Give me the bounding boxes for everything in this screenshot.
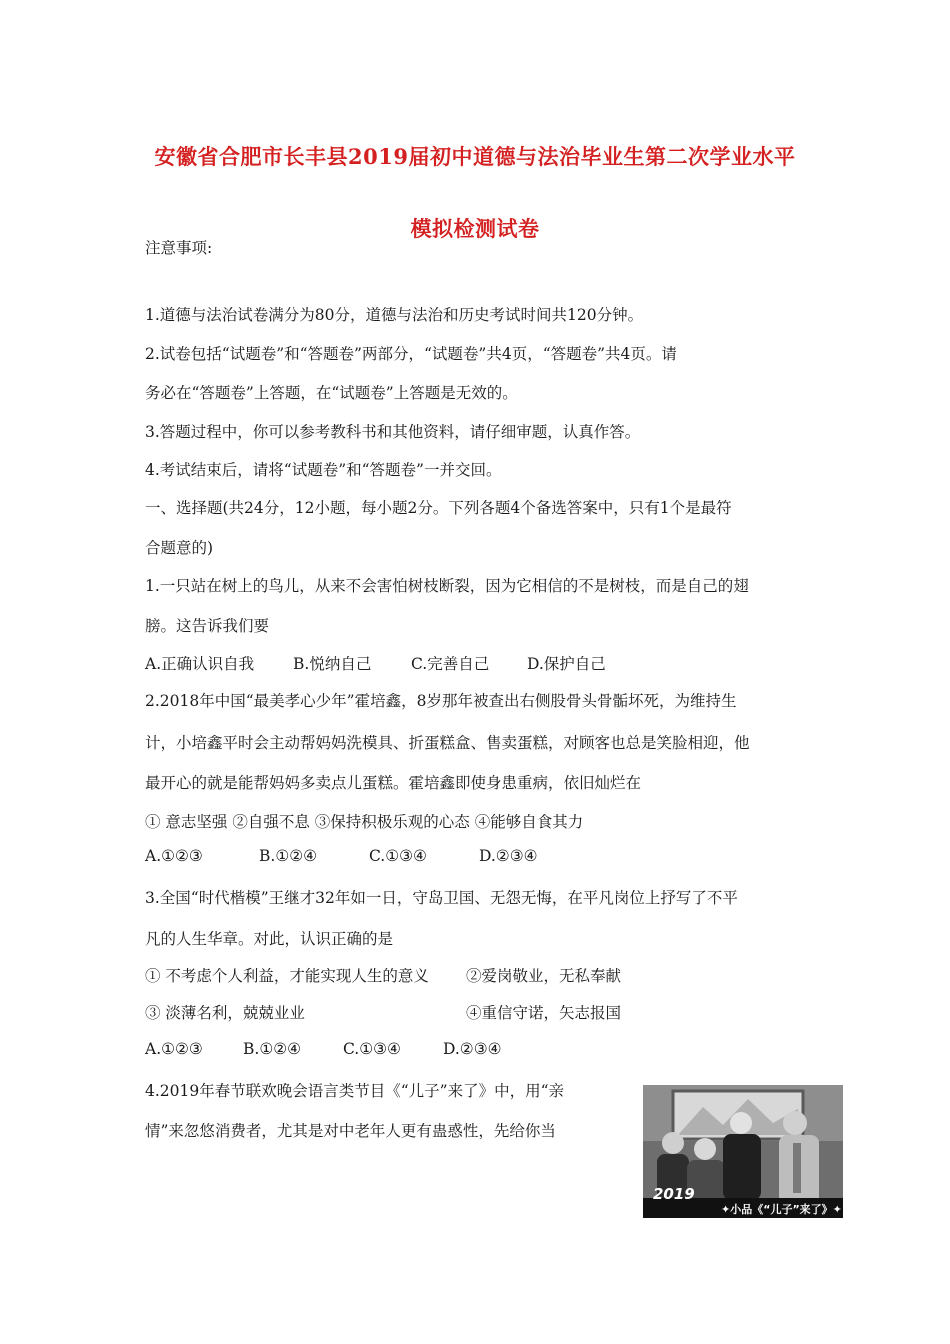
photo-year-logo: 2019: [653, 1185, 695, 1203]
question-3-option-b: B.①②④: [243, 1040, 302, 1058]
document-title-line1: 安徽省合肥市长丰县2019届初中道德与法治毕业生第二次学业水平: [154, 144, 796, 169]
question-1-option-c: C.完善自己: [411, 655, 490, 673]
notice-item-4: 4.考试结束后，请将“试题卷”和“答题卷”一并交回。: [145, 461, 502, 479]
question-1-stem: 1.一只站在树上的鸟儿，从来不会害怕树枝断裂，因为它相信的不是树枝，而是自己的翅: [145, 577, 749, 595]
notice-item-2-cont: 务必在“答题卷”上答题，在“试题卷”上答题是无效的。: [145, 384, 518, 402]
question-2-option-d: D.②③④: [479, 847, 538, 865]
question-2-statements: ① 意志坚强 ②自强不息 ③保持积极乐观的心态 ④能够自食其力: [145, 813, 584, 831]
question-4-stem: 4.2019年春节联欢晚会语言类节目《“儿子”来了》中，用“亲: [145, 1082, 565, 1100]
notice-heading: 注意事项:: [145, 239, 213, 257]
question-3-option-c: C.①③④: [343, 1040, 401, 1058]
question-2-option-c: C.①③④: [369, 847, 427, 865]
notice-item-2: 2.试卷包括“试题卷”和“答题卷”两部分，“试题卷”共4页，“答题卷”共4页。请: [145, 345, 677, 363]
skit-photo: [643, 1085, 843, 1218]
question-4-stem-cont: 情”来忽悠消费者，尤其是对中老年人更有蛊惑性，先给你当: [145, 1122, 556, 1140]
document-title-line2: 模拟检测试卷: [410, 216, 540, 241]
question-3-stem: 3.全国“时代楷模”王继才32年如一日，守岛卫国、无怨无悔，在平凡岗位上抒写了不平: [145, 889, 738, 907]
question-2-stem-cont-2: 最开心的就是能帮妈妈多卖点儿蛋糕。霍培鑫即使身患重病，依旧灿烂在: [145, 774, 642, 792]
question-2-options: [145, 847, 538, 865]
notice-item-3: 3.答题过程中，你可以参考教科书和其他资料，请仔细审题，认真作答。: [145, 423, 641, 441]
question-2-stem: 2.2018年中国“最美孝心少年”霍培鑫，8岁那年被查出右侧股骨头骨骺坏死，为维持生: [145, 692, 737, 710]
question-1-options: [145, 652, 606, 674]
notice-item-1: 1.道德与法治试卷满分为80分，道德与法治和历史考试时间共120分钟。: [145, 306, 644, 324]
section-heading-cont: 合题意的): [145, 539, 214, 557]
question-1-stem-cont: 膀。这告诉我们要: [145, 617, 270, 635]
question-3-statement-2: ②爱岗敬业，无私奉献: [466, 967, 622, 985]
question-2-option-a: A.①②③: [145, 847, 203, 865]
photo-caption: ✦小品《“儿子”来了》✦: [721, 1203, 842, 1216]
question-3-statement-1: ① 不考虑个人利益，才能实现人生的意义: [145, 967, 429, 985]
question-3-statement-4: ④重信守诺，矢志报国: [466, 1004, 622, 1022]
question-3-option-d: D.②③④: [443, 1040, 502, 1058]
section-heading: 一、选择题(共24分，12小题，每小题2分。下列各题4个备选答案中，只有1个是最符: [145, 499, 732, 517]
question-2-option-b: B.①②④: [259, 847, 318, 865]
question-3-options: [145, 1040, 502, 1058]
question-3-stem-cont: 凡的人生华章。对此，认识正确的是: [145, 930, 394, 948]
question-1-option-a: A.正确认识自我: [145, 655, 255, 673]
question-3-statement-3: ③ 淡薄名利，兢兢业业: [145, 1004, 305, 1022]
question-1-option-d: D.保护自己: [527, 655, 606, 673]
question-1-option-b: B.悦纳自己: [293, 655, 372, 673]
question-2-stem-cont-1: 计，小培鑫平时会主动帮妈妈洗模具、折蛋糕盒、售卖蛋糕，对顾客也总是笑脸相迎，他: [145, 734, 750, 752]
question-3-option-a: A.①②③: [145, 1040, 203, 1058]
